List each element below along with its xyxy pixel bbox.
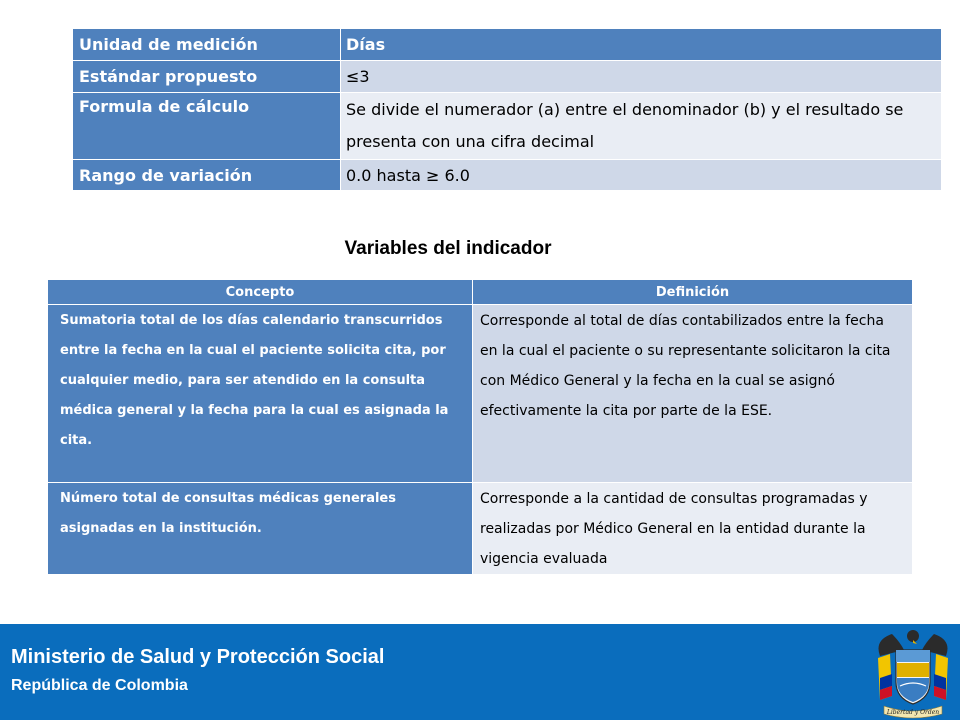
row-label-unit: Unidad de medición xyxy=(73,29,341,61)
table-row xyxy=(48,305,913,483)
row-value-standard: ≤3 xyxy=(341,61,942,93)
concept-cell-numerator: Sumatoria total de los días calendario transcurridos entre la fecha en la cual el paciente solicita cita, por cualquier medio, para ser atendido en la consulta médica general y la fecha para la cual es asignada la cita. xyxy=(48,305,473,483)
column-header-concept: Concepto xyxy=(48,280,473,305)
section-title: Variables del indicador xyxy=(344,238,552,259)
table-row xyxy=(73,29,942,61)
ministry-name: Ministerio de Salud y Protección Social xyxy=(11,646,385,668)
concept-cell-denominator: Número total de consultas médicas generales asignadas en la institución. xyxy=(48,483,473,575)
table-row xyxy=(73,160,942,191)
row-label-standard: Estándar propuesto xyxy=(73,61,341,93)
row-value-range: 0.0 hasta ≥ 6.0 xyxy=(341,160,942,191)
colombia-coat-of-arms-icon xyxy=(870,626,956,720)
table-header-row xyxy=(48,280,913,305)
row-value-formula: Se divide el numerador (a) entre el denominador (b) y el resultado se presenta con una cifra decimal xyxy=(341,93,942,160)
table-row xyxy=(73,93,942,160)
row-label-formula: Formula de cálculo xyxy=(73,93,341,160)
crest-motto: Libertad y Orden xyxy=(886,709,940,716)
definition-cell-numerator: Corresponde al total de días contabilizados entre la fecha en la cual el paciente o su representante solicitaron la cita con Médico General y la fecha en la cual se asignó efectivamente la cita por parte de la ESE. xyxy=(473,305,913,483)
indicator-standard-table xyxy=(72,28,942,191)
definition-cell-denominator: Corresponde a la cantidad de consultas programadas y realizadas por Médico General en la entidad durante la vigencia evaluada xyxy=(473,483,913,575)
column-header-definition: Definición xyxy=(473,280,913,305)
footer-bar xyxy=(0,624,960,720)
row-value-unit: Días xyxy=(341,29,942,61)
variables-table xyxy=(47,279,913,575)
row-label-range: Rango de variación xyxy=(73,160,341,191)
country-name: República de Colombia xyxy=(11,677,188,694)
table-row xyxy=(48,483,913,575)
table-row xyxy=(73,61,942,93)
